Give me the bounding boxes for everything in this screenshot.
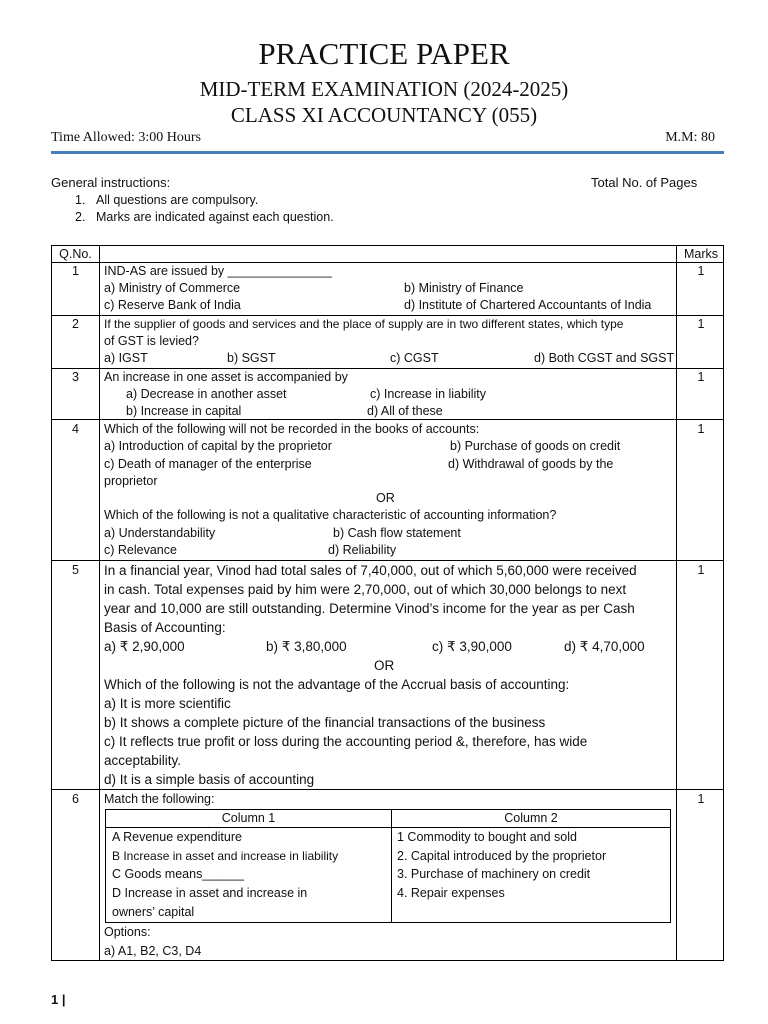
option: a) Introduction of capital by the proprietor bbox=[104, 439, 332, 453]
marks: 1 bbox=[697, 317, 705, 331]
question-text: IND-AS are issued by _______________ bbox=[104, 264, 332, 278]
qno: 3 bbox=[72, 370, 79, 384]
option: d) Withdrawal of goods by the bbox=[448, 457, 614, 471]
match-left-item: A Revenue expenditure bbox=[112, 830, 242, 844]
option: d) Both CGST and SGST bbox=[534, 351, 675, 365]
time-allowed: Time Allowed: 3:00 Hours bbox=[51, 130, 201, 145]
option: d) It is a simple basis of accounting bbox=[104, 772, 315, 787]
page-number: 1 | bbox=[51, 992, 66, 1007]
marks: 1 bbox=[697, 422, 705, 436]
question-text: An increase in one asset is accompanied by bbox=[104, 370, 348, 384]
option: d) All of these bbox=[367, 404, 443, 418]
option: d) ₹ 4,70,000 bbox=[564, 639, 645, 654]
option: b) ₹ 3,80,000 bbox=[266, 639, 347, 654]
option: d) Institute of Chartered Accountants of India bbox=[404, 298, 652, 312]
option: a) A1, B2, C3, D4 bbox=[104, 944, 202, 958]
option: c) CGST bbox=[390, 351, 439, 365]
option: b) It shows a complete picture of the financial transactions of the business bbox=[104, 715, 546, 730]
match-left-item: B Increase in asset and increase in liability bbox=[112, 849, 339, 863]
column-header: Column 2 bbox=[504, 811, 558, 825]
question-text: year and 10,000 are still outstanding. Determine Vinod’s income for the year as per Cash bbox=[104, 601, 635, 616]
option: b) SGST bbox=[227, 351, 276, 365]
marks: 1 bbox=[697, 563, 705, 577]
qno: 4 bbox=[72, 422, 79, 436]
question-text: Match the following: bbox=[104, 792, 215, 806]
option: a) Understandability bbox=[104, 526, 216, 540]
question-table bbox=[51, 245, 724, 961]
qno: 2 bbox=[72, 317, 79, 331]
max-marks: M.M: 80 bbox=[665, 130, 715, 145]
question-text: of GST is levied? bbox=[104, 334, 199, 348]
instruction-item: Marks are indicated against each question. bbox=[96, 210, 334, 224]
marks: 1 bbox=[697, 370, 705, 384]
option: acceptability. bbox=[104, 753, 182, 768]
option: a) Ministry of Commerce bbox=[104, 281, 241, 295]
option: a) It is more scientific bbox=[104, 696, 231, 711]
instruction-item: All questions are compulsory. bbox=[96, 193, 259, 207]
question-text: If the supplier of goods and services and the place of supply are in two different states, which type bbox=[104, 317, 624, 331]
instructions-heading: General instructions: bbox=[51, 175, 171, 190]
qno: 5 bbox=[72, 563, 79, 577]
options-label: Options: bbox=[104, 925, 151, 939]
match-left-item: C Goods means______ bbox=[112, 867, 245, 881]
instruction-num: 2. bbox=[75, 210, 86, 224]
option: b) Ministry of Finance bbox=[404, 281, 524, 295]
question-text: Which of the following will not be recorded in the books of accounts: bbox=[104, 422, 480, 436]
instruction-num: 1. bbox=[75, 193, 86, 207]
marks: 1 bbox=[697, 792, 705, 806]
question-text: Which of the following is not a qualitative characteristic of accounting information? bbox=[104, 508, 557, 522]
qno: 6 bbox=[72, 792, 79, 806]
match-right-item: 3. Purchase of machinery on credit bbox=[397, 867, 591, 881]
option: b) Increase in capital bbox=[126, 404, 242, 418]
option: proprietor bbox=[104, 474, 158, 488]
question-text: Which of the following is not the advantage of the Accrual basis of accounting: bbox=[104, 677, 570, 692]
question-text: Basis of Accounting: bbox=[104, 620, 226, 635]
option: b) Purchase of goods on credit bbox=[450, 439, 621, 453]
marks: 1 bbox=[697, 264, 705, 278]
header-rule bbox=[51, 151, 724, 154]
option: c) ₹ 3,90,000 bbox=[432, 639, 512, 654]
question-text: In a financial year, Vinod had total sales of 7,40,000, out of which 5,60,000 were received bbox=[104, 563, 637, 578]
total-pages: Total No. of Pages bbox=[591, 175, 698, 190]
option: a) Decrease in another asset bbox=[126, 387, 287, 401]
option: c) It reflects true profit or loss during the accounting period &, therefore, has wide bbox=[104, 734, 588, 749]
match-right-item: 1 Commodity to bought and sold bbox=[397, 830, 577, 844]
option: b) Cash flow statement bbox=[333, 526, 461, 540]
qno: 1 bbox=[72, 264, 79, 278]
option: c) Relevance bbox=[104, 543, 177, 557]
option: a) IGST bbox=[104, 351, 148, 365]
match-right-item: 2. Capital introduced by the proprietor bbox=[397, 849, 607, 863]
qno-header: Q.No. bbox=[59, 247, 92, 261]
match-right-item: 4. Repair expenses bbox=[397, 886, 505, 900]
option: a) ₹ 2,90,000 bbox=[104, 639, 185, 654]
match-left-item: owners’ capital bbox=[112, 905, 195, 919]
paper-title: PRACTICE PAPER bbox=[258, 36, 510, 71]
match-table bbox=[105, 809, 671, 923]
exam-name: MID-TERM EXAMINATION (2024-2025) bbox=[199, 77, 569, 101]
subject-name: CLASS XI ACCOUNTANCY (055) bbox=[230, 103, 538, 127]
question-text: in cash. Total expenses paid by him were 2,70,000, out of which 30,000 belongs to next bbox=[104, 582, 627, 597]
option: c) Reserve Bank of India bbox=[104, 298, 241, 312]
option: c) Increase in liability bbox=[370, 387, 487, 401]
or-label: OR bbox=[376, 491, 395, 505]
column-header: Column 1 bbox=[221, 811, 276, 825]
or-label: OR bbox=[374, 658, 395, 673]
option: d) Reliability bbox=[328, 543, 397, 557]
option: c) Death of manager of the enterprise bbox=[104, 457, 312, 471]
match-left-item: D Increase in asset and increase in bbox=[112, 886, 308, 900]
marks-header: Marks bbox=[683, 247, 719, 261]
